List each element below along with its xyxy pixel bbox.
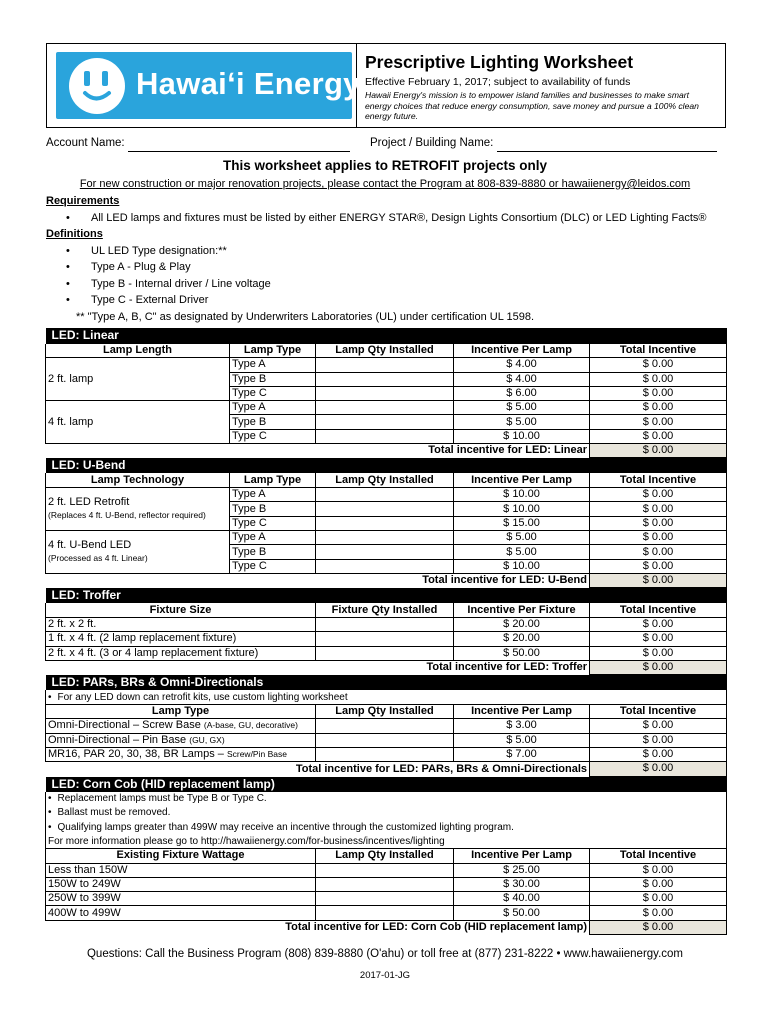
total-value: $ 0.00	[590, 646, 727, 660]
logo-area	[47, 44, 361, 127]
qty-input[interactable]	[316, 719, 454, 733]
col-header: Lamp Technology	[46, 473, 230, 487]
incentive-value: $ 50.00	[454, 646, 590, 660]
table-row	[46, 877, 727, 891]
total-value: $ 0.00	[590, 488, 727, 502]
qty-input[interactable]	[316, 906, 454, 920]
section-title-corncob: LED: Corn Cob (HID replacement lamp)	[46, 776, 727, 792]
total-value: $ 0.00	[590, 632, 727, 646]
total-value: $ 0.00	[590, 516, 727, 530]
effective-date: Effective February 1, 2017; subject to availability of funds	[365, 76, 631, 88]
hawaii-energy-logo	[56, 52, 361, 119]
group-label-sub: (Processed as 4 ft. Linear)	[48, 553, 148, 563]
qty-input[interactable]	[316, 892, 454, 906]
qty-input[interactable]	[316, 618, 454, 632]
incentive-value: $ 10.00	[454, 559, 590, 573]
document-code: 2017-01-JG	[359, 970, 411, 981]
qty-input[interactable]	[316, 358, 454, 372]
total-label: Total incentive for LED: U-Bend	[422, 574, 587, 587]
incentive-tables	[45, 328, 726, 935]
total-label: Total incentive for LED: PARs, BRs & Omni-Directionals	[295, 762, 587, 775]
total-value: $ 0.00	[590, 372, 727, 386]
qty-input[interactable]	[316, 401, 454, 415]
total-label: Total incentive for LED: Troffer	[426, 661, 587, 674]
qty-input[interactable]	[316, 429, 454, 443]
col-header: Lamp Type	[46, 705, 316, 719]
col-header: Lamp Qty Installed	[316, 473, 454, 487]
incentive-value: $ 5.00	[454, 401, 590, 415]
definition-item: • Type C - External Driver	[46, 292, 736, 309]
lamp-type: Type C	[230, 559, 316, 573]
total-value: $ 0.00	[590, 401, 727, 415]
incentive-value: $ 30.00	[454, 877, 590, 891]
total-value: $ 0.00	[590, 386, 727, 400]
project-name-label: Project / Building Name:	[370, 137, 494, 149]
col-header: Total Incentive	[590, 473, 727, 487]
total-value: $ 0.00	[590, 502, 727, 516]
header-box	[46, 43, 726, 128]
page-title: Prescriptive Lighting Worksheet	[365, 52, 634, 72]
incentive-value: $ 5.00	[454, 531, 590, 545]
group-label-main: 2 ft. LED Retrofit	[48, 496, 130, 509]
footer-questions: Questions: Call the Business Program (808) 839-8880 (O'ahu) or toll free at (877) 231-8222 • www.hawaiienergy.com	[86, 948, 683, 960]
total-value: $ 0.00	[590, 863, 727, 877]
total-value: $ 0.00	[590, 747, 727, 761]
total-value: $ 0.00	[590, 531, 727, 545]
requirements-title: Requirements	[46, 195, 120, 207]
col-header: Lamp Qty Installed	[316, 705, 454, 719]
col-header: Lamp Qty Installed	[316, 849, 454, 863]
total-value: $ 0.00	[590, 719, 727, 733]
table-row	[46, 488, 727, 502]
fixture-wattage: 400W to 499W	[46, 906, 316, 920]
qty-input[interactable]	[316, 415, 454, 429]
incentive-value: $ 20.00	[454, 632, 590, 646]
col-header: Incentive Per Fixture	[454, 603, 590, 617]
lamp-type: Type C	[230, 386, 316, 400]
mission-statement: Hawaii Energy's mission is to empower island families and businesses to make smart energy choices that reduce energy consumption, save money and pursue a 100% clean energy future.	[365, 90, 699, 121]
total-value: $ 0.00	[590, 559, 727, 573]
grand-total-value: $ 0.00	[590, 762, 727, 776]
lamp-type: Omni-Directional – Pin Base (GU, GX)	[46, 733, 316, 747]
fixture-size: 1 ft. x 4 ft. (2 lamp replacement fixture)	[46, 632, 316, 646]
table-row	[46, 747, 727, 761]
fixture-wattage: Less than 150W	[46, 863, 316, 877]
definitions-title: Definitions	[46, 228, 103, 240]
col-header: Fixture Qty Installed	[316, 603, 454, 617]
qty-input[interactable]	[316, 747, 454, 761]
definition-item: • UL LED Type designation:**	[46, 243, 736, 260]
corncob-note: • Ballast must be removed.	[46, 806, 727, 820]
grand-total-value: $ 0.00	[590, 573, 727, 587]
col-header: Incentive Per Lamp	[454, 344, 590, 358]
incentive-value: $ 10.00	[454, 488, 590, 502]
total-label: Total incentive for LED: Corn Cob (HID replacement lamp)	[285, 921, 587, 934]
incentive-value: $ 20.00	[454, 618, 590, 632]
project-name-row	[370, 137, 717, 152]
corncob-note: • Qualifying lamps greater than 499W may receive an incentive through the customized lighting program.	[46, 820, 727, 834]
corncob-note: • Replacement lamps must be Type B or Type C.	[46, 792, 727, 806]
col-header: Total Incentive	[590, 603, 727, 617]
header-text	[357, 44, 725, 127]
incentive-value: $ 4.00	[454, 358, 590, 372]
group-label-main: 4 ft. U-Bend LED	[48, 539, 132, 551]
fixture-wattage: 150W to 249W	[46, 877, 316, 891]
table-row	[46, 863, 727, 877]
lamp-type: Omni-Directional – Screw Base (A-base, GU, decorative)	[46, 719, 316, 733]
col-header: Lamp Length	[46, 344, 230, 358]
table-row	[46, 733, 727, 747]
lamp-type: Type A	[230, 488, 316, 502]
incentive-value: $ 3.00	[454, 719, 590, 733]
table-row	[46, 618, 727, 632]
col-header: Existing Fixture Wattage	[46, 849, 316, 863]
logo-text: Hawaiʻi Energy	[136, 66, 361, 101]
col-header: Lamp Type	[230, 344, 316, 358]
table-row	[46, 892, 727, 906]
col-header: Total Incentive	[590, 344, 727, 358]
col-header: Lamp Qty Installed	[316, 344, 454, 358]
outlet-face-icon	[69, 58, 125, 114]
total-value: $ 0.00	[590, 415, 727, 429]
grand-total-value: $ 0.00	[590, 660, 727, 674]
lamp-type: Type B	[230, 415, 316, 429]
section-title-pars: LED: PARs, BRs & Omni-Directionals	[46, 675, 727, 691]
table-row	[46, 646, 727, 660]
incentive-value: $ 6.00	[454, 386, 590, 400]
qty-input[interactable]	[316, 863, 454, 877]
qty-input[interactable]	[316, 488, 454, 502]
requirement-item: • All LED lamps and fixtures must be listed by either ENERGY STAR®, Design Lights Consortium (DLC) or LED Lighting Facts®	[46, 210, 736, 227]
fixture-size: 2 ft. x 2 ft.	[46, 618, 316, 632]
fixture-size: 2 ft. x 4 ft. (3 or 4 lamp replacement fixture)	[46, 646, 316, 660]
qty-input[interactable]	[316, 559, 454, 573]
section-title-linear: LED: Linear	[46, 328, 727, 344]
lamp-type: Type B	[230, 545, 316, 559]
new-construction-note: For new construction or major renovation projects, please contact the Program at 808-839-8880 or hawaiienergy@leidos.com	[79, 178, 691, 190]
definitions-footnote: ** "Type A, B, C" as designated by Underwriters Laboratories (UL) under certification UL 1598.	[76, 310, 535, 323]
total-value: $ 0.00	[590, 892, 727, 906]
qty-input[interactable]	[316, 386, 454, 400]
fixture-wattage: 250W to 399W	[46, 892, 316, 906]
col-header: Total Incentive	[590, 849, 727, 863]
lamp-type: MR16, PAR 20, 30, 38, BR Lamps – Screw/Pin Base	[46, 747, 316, 761]
group-label: 2 ft. lamp	[46, 358, 230, 401]
table-row	[46, 401, 727, 415]
definition-item: • Type A - Plug & Play	[46, 259, 736, 276]
incentive-value: $ 5.00	[454, 545, 590, 559]
qty-input[interactable]	[316, 502, 454, 516]
incentive-value: $ 10.00	[454, 429, 590, 443]
grand-total-value: $ 0.00	[590, 444, 727, 458]
total-value: $ 0.00	[590, 358, 727, 372]
table-row	[46, 531, 727, 545]
incentive-value: $ 10.00	[454, 502, 590, 516]
incentive-value: $ 4.00	[454, 372, 590, 386]
qty-input[interactable]	[316, 545, 454, 559]
incentive-value: $ 7.00	[454, 747, 590, 761]
qty-input[interactable]	[316, 877, 454, 891]
incentive-value: $ 15.00	[454, 516, 590, 530]
qty-input[interactable]	[316, 632, 454, 646]
lamp-type: Type A	[230, 531, 316, 545]
total-value: $ 0.00	[590, 618, 727, 632]
lamp-type: Type C	[230, 516, 316, 530]
group-label: 4 ft. lamp	[46, 401, 230, 444]
total-value: $ 0.00	[590, 733, 727, 747]
qty-input[interactable]	[316, 733, 454, 747]
table-row	[46, 906, 727, 920]
incentive-value: $ 40.00	[454, 892, 590, 906]
qty-input[interactable]	[316, 646, 454, 660]
table-row	[46, 719, 727, 733]
lamp-type: Type A	[230, 358, 316, 372]
group-label	[46, 488, 230, 531]
project-name-field[interactable]	[497, 139, 717, 152]
grand-total-value: $ 0.00	[590, 920, 727, 934]
lamp-type: Type A	[230, 401, 316, 415]
incentive-value: $ 50.00	[454, 906, 590, 920]
corncob-more-info: For more information please go to http://hawaiienergy.com/for-business/incentives/lighting	[46, 834, 727, 848]
qty-input[interactable]	[316, 531, 454, 545]
col-header: Fixture Size	[46, 603, 316, 617]
pars-note: • For any LED down can retrofit kits, use custom lighting worksheet	[46, 690, 727, 704]
col-header: Incentive Per Lamp	[454, 705, 590, 719]
total-label: Total incentive for LED: Linear	[428, 444, 587, 457]
lamp-type: Type C	[230, 429, 316, 443]
incentive-value: $ 5.00	[454, 415, 590, 429]
section-title-ubend: LED: U-Bend	[46, 458, 727, 474]
definition-item: • Type B - Internal driver / Line voltage	[46, 276, 736, 293]
table-row	[46, 632, 727, 646]
qty-input[interactable]	[316, 516, 454, 530]
col-header: Incentive Per Lamp	[454, 849, 590, 863]
total-value: $ 0.00	[590, 877, 727, 891]
col-header: Incentive Per Lamp	[454, 473, 590, 487]
qty-input[interactable]	[316, 372, 454, 386]
col-header: Total Incentive	[590, 705, 727, 719]
section-title-troffer: LED: Troffer	[46, 588, 727, 604]
total-value: $ 0.00	[590, 545, 727, 559]
incentive-value: $ 25.00	[454, 863, 590, 877]
account-name-label: Account Name:	[46, 137, 125, 149]
total-value: $ 0.00	[590, 906, 727, 920]
table-row	[46, 358, 727, 372]
incentive-value: $ 5.00	[454, 733, 590, 747]
lamp-type: Type B	[230, 372, 316, 386]
group-label	[46, 531, 230, 574]
total-value: $ 0.00	[590, 429, 727, 443]
lamp-type: Type B	[230, 502, 316, 516]
col-header: Lamp Type	[230, 473, 316, 487]
retrofit-heading: This worksheet applies to RETROFIT projects only	[222, 158, 548, 173]
account-name-field[interactable]	[128, 139, 350, 152]
group-label-sub: (Replaces 4 ft. U-Bend, reflector required)	[48, 510, 206, 521]
account-name-row	[46, 137, 350, 152]
requirements-block	[46, 193, 736, 325]
